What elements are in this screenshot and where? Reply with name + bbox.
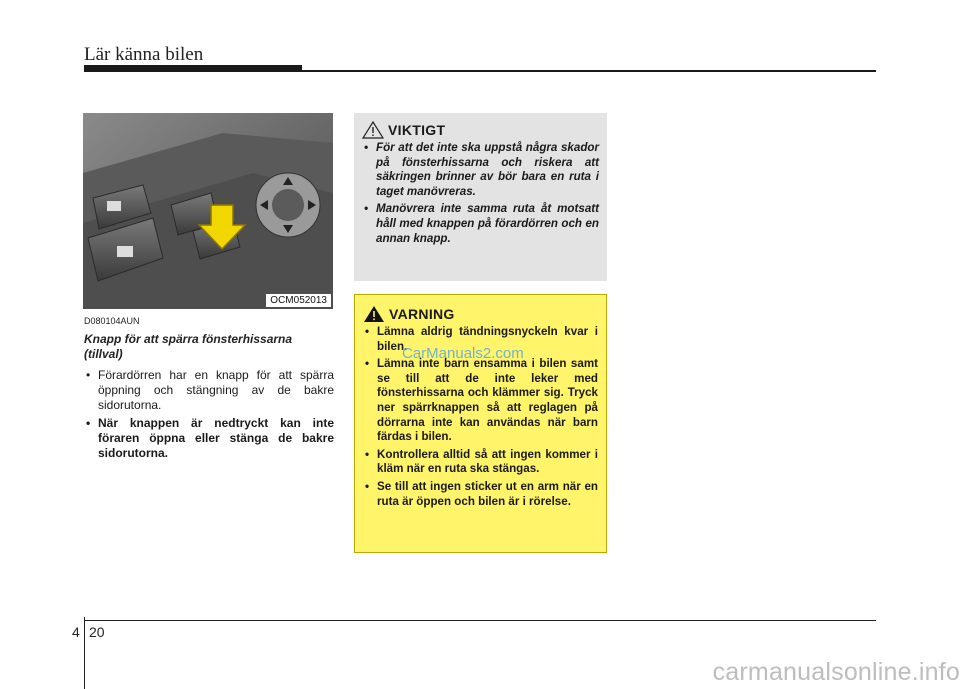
description-list [84,368,334,461]
footer-horizontal-rule [84,620,876,621]
list-item: • Se till att ingen sticker ut en arm när en ruta är öppen och bilen är i rörelse. [363,480,598,509]
list-item: • Lämna aldrig tändningsnyckeln kvar i bilen. [363,325,598,354]
header-rule-thin [302,70,876,72]
warning-triangle-icon [363,305,385,323]
notice-label: VIKTIGT [388,122,446,138]
notice-list [362,141,599,246]
list-item: • När knappen är nedtryckt kan inte föraren öppna eller stänga de bakre sidorutorna. [84,416,334,461]
warning-box [354,294,607,553]
mirror-control-knob [256,173,320,237]
section-subtitle: Knapp för att spärra fönsterhissarna (tillval) [84,332,293,361]
notice-box [354,113,607,281]
list-item: • Förardörren har en knapp för att spärra öppning och stängning av de bakre sidorutorna. [84,368,334,413]
notice-header [362,121,599,139]
caution-triangle-icon [362,121,384,139]
left-column [84,316,334,464]
section-number: 4 [72,624,80,640]
window-switch-photo [83,113,333,309]
warning-header [363,305,598,323]
section-code: D080104AUN [84,316,140,326]
warning-label: VARNING [389,306,455,322]
watermark-text: CarManuals2.com [402,345,524,362]
footer-vertical-rule [84,617,85,689]
list-item: • Lämna inte barn ensamma i bilen samt se till att de inte leker med fönsterhissarna och klämmer sig. Tryck ner spärrknappen så att reglagen på dörrarna inte kan användas när barn färdas i bilen. [363,357,598,445]
page-number: 20 [89,624,105,640]
page-header-title: Lär känna bilen [84,44,204,65]
list-item: • Manövrera inte samma ruta åt motsatt håll med knappen på förardörren och en annan knapp. [362,202,599,246]
figure-caption: OCM052013 [266,294,331,307]
list-item: • Kontrollera alltid så att ingen kommer i kläm när en ruta ska stängas. [363,448,598,477]
door-panel-illustration [83,113,333,309]
header-rule-thick [84,65,302,72]
site-watermark: carmanualsonline.info [712,658,960,686]
list-item: • För att det inte ska uppstå några skador på fönsterhissarna och riskera att säkringen brinner av bör bara en ruta i taget manövreras. [362,141,599,199]
